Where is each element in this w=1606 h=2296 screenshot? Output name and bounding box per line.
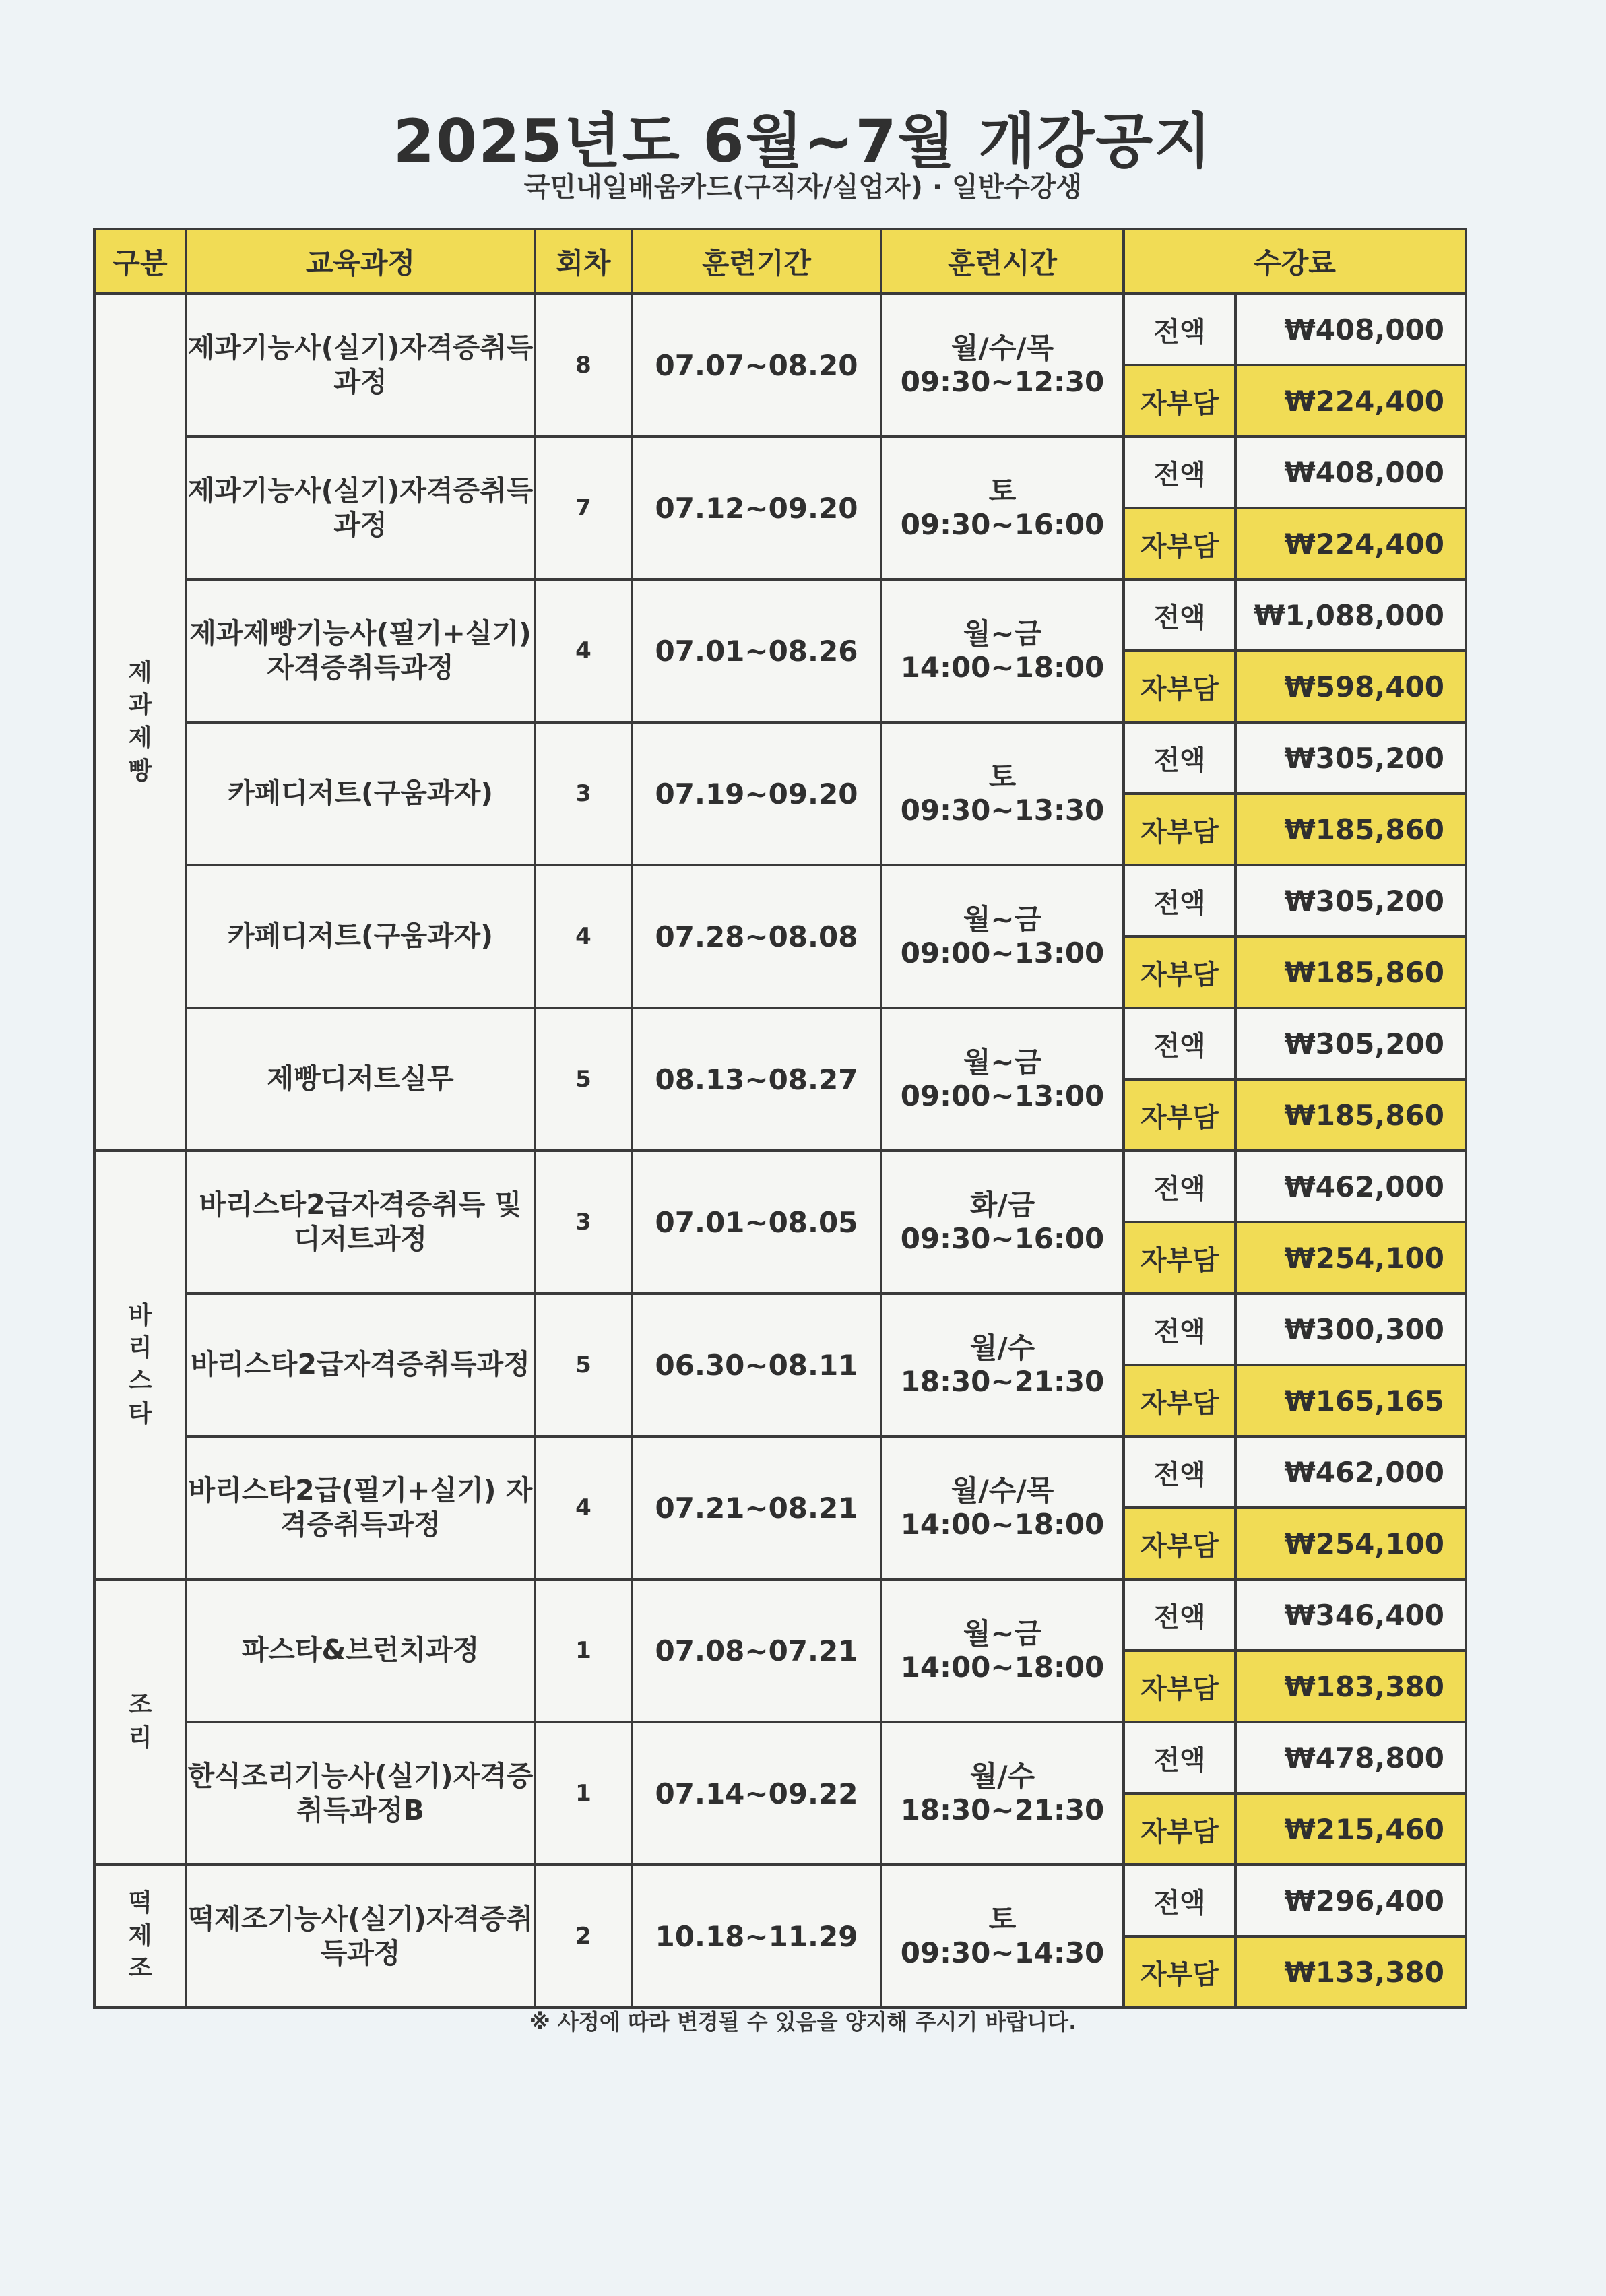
table-row bbox=[94, 1008, 1466, 1079]
header-time: 훈련시간 bbox=[881, 229, 1124, 294]
training-days: 월/수 bbox=[969, 1759, 1035, 1793]
category-char: 스 bbox=[128, 1367, 152, 1395]
training-time bbox=[881, 722, 1124, 865]
fee-label-full: 전액 bbox=[1124, 579, 1235, 651]
fee-self-amount: ₩598,400 bbox=[1235, 651, 1466, 722]
training-time bbox=[881, 437, 1124, 579]
training-days: 월~금 bbox=[963, 616, 1042, 650]
training-hours: 14:00~18:00 bbox=[900, 651, 1105, 684]
training-hours: 18:30~21:30 bbox=[900, 1793, 1105, 1826]
training-hours: 09:30~12:30 bbox=[900, 365, 1105, 398]
fee-label-full: 전액 bbox=[1124, 1294, 1235, 1365]
training-time bbox=[881, 1436, 1124, 1579]
fee-self-amount: ₩224,400 bbox=[1235, 365, 1466, 437]
header-period: 훈련기간 bbox=[632, 229, 881, 294]
table-row bbox=[94, 579, 1466, 651]
session-number: 4 bbox=[535, 865, 632, 1008]
session-number: 3 bbox=[535, 722, 632, 865]
course-name: 바리스타2급(필기+실기) 자격증취득과정 bbox=[186, 1436, 535, 1579]
fee-full-amount: ₩408,000 bbox=[1235, 437, 1466, 508]
fee-full-amount: ₩296,400 bbox=[1235, 1865, 1466, 1936]
course-name: 카페디저트(구움과자) bbox=[186, 865, 535, 1008]
category-char: 제 bbox=[128, 658, 152, 687]
fee-label-full: 전액 bbox=[1124, 1865, 1235, 1936]
fee-full-amount: ₩462,000 bbox=[1235, 1151, 1466, 1222]
training-period: 07.14~09.22 bbox=[632, 1722, 881, 1865]
fee-label-self: 자부담 bbox=[1124, 1936, 1235, 2008]
fee-full-amount: ₩346,400 bbox=[1235, 1579, 1466, 1651]
training-time bbox=[881, 1151, 1124, 1294]
fee-label-full: 전액 bbox=[1124, 1579, 1235, 1651]
fee-full-amount: ₩1,088,000 bbox=[1235, 579, 1466, 651]
fee-self-amount: ₩254,100 bbox=[1235, 1222, 1466, 1294]
fee-full-amount: ₩478,800 bbox=[1235, 1722, 1466, 1793]
fee-label-full: 전액 bbox=[1124, 1151, 1235, 1222]
fee-self-amount: ₩165,165 bbox=[1235, 1365, 1466, 1436]
session-number: 5 bbox=[535, 1008, 632, 1151]
session-number: 5 bbox=[535, 1294, 632, 1436]
training-days: 월/수/목 bbox=[951, 331, 1054, 364]
footnote: ※ 사정에 따라 변경될 수 있음을 양지해 주시기 바랍니다. bbox=[529, 2009, 1077, 2035]
fee-label-self: 자부담 bbox=[1124, 365, 1235, 437]
training-period: 07.01~08.05 bbox=[632, 1151, 881, 1294]
table-row bbox=[94, 865, 1466, 936]
table-row bbox=[94, 1579, 1466, 1651]
training-time bbox=[881, 1865, 1124, 2008]
category-char: 과 bbox=[128, 691, 152, 720]
training-period: 06.30~08.11 bbox=[632, 1294, 881, 1436]
category-char: 타 bbox=[128, 1399, 152, 1428]
training-days: 토 bbox=[988, 759, 1017, 793]
category-char: 조 bbox=[128, 1954, 152, 1983]
category-cell bbox=[94, 1151, 186, 1579]
session-number: 4 bbox=[535, 579, 632, 722]
fee-label-full: 전액 bbox=[1124, 1008, 1235, 1079]
fee-full-amount: ₩300,300 bbox=[1235, 1294, 1466, 1365]
session-number: 3 bbox=[535, 1151, 632, 1294]
training-time bbox=[881, 865, 1124, 1008]
table-row bbox=[94, 1151, 1466, 1222]
training-time bbox=[881, 1008, 1124, 1151]
header-category: 구분 bbox=[94, 229, 186, 294]
training-period: 07.07~08.20 bbox=[632, 294, 881, 437]
training-time bbox=[881, 1294, 1124, 1436]
header-row bbox=[94, 229, 1466, 294]
category-char: 리 bbox=[128, 1724, 152, 1752]
training-days: 월~금 bbox=[963, 902, 1042, 936]
fee-label-self: 자부담 bbox=[1124, 651, 1235, 722]
fee-label-full: 전액 bbox=[1124, 722, 1235, 794]
fee-self-amount: ₩183,380 bbox=[1235, 1651, 1466, 1722]
training-days: 토 bbox=[988, 474, 1017, 507]
training-days: 월~금 bbox=[963, 1045, 1042, 1079]
training-hours: 09:30~14:30 bbox=[900, 1936, 1105, 1969]
fee-label-full: 전액 bbox=[1124, 294, 1235, 365]
table-row bbox=[94, 1436, 1466, 1508]
fee-self-amount: ₩224,400 bbox=[1235, 508, 1466, 579]
fee-label-self: 자부담 bbox=[1124, 1079, 1235, 1151]
course-name: 제과기능사(실기)자격증취득과정 bbox=[186, 294, 535, 437]
page-title: 2025년도 6월~7월 개강공지 bbox=[393, 106, 1213, 176]
fee-label-self: 자부담 bbox=[1124, 508, 1235, 579]
course-name: 떡제조기능사(실기)자격증취득과정 bbox=[186, 1865, 535, 2008]
fee-label-self: 자부담 bbox=[1124, 1508, 1235, 1579]
training-hours: 18:30~21:30 bbox=[900, 1365, 1105, 1398]
session-number: 1 bbox=[535, 1579, 632, 1722]
fee-self-amount: ₩133,380 bbox=[1235, 1936, 1466, 2008]
fee-full-amount: ₩408,000 bbox=[1235, 294, 1466, 365]
training-period: 07.28~08.08 bbox=[632, 865, 881, 1008]
category-char: 바 bbox=[128, 1301, 152, 1329]
category-cell bbox=[94, 294, 186, 1151]
fee-label-self: 자부담 bbox=[1124, 936, 1235, 1008]
table-row bbox=[94, 1865, 1466, 1936]
category-cell bbox=[94, 1579, 186, 1865]
training-days: 월/수/목 bbox=[951, 1473, 1054, 1507]
training-period: 07.12~09.20 bbox=[632, 437, 881, 579]
training-period: 07.01~08.26 bbox=[632, 579, 881, 722]
course-name: 제과기능사(실기)자격증취득과정 bbox=[186, 437, 535, 579]
fee-full-amount: ₩305,200 bbox=[1235, 865, 1466, 936]
schedule-table bbox=[93, 228, 1467, 2009]
category-cell bbox=[94, 1865, 186, 2008]
training-days: 월~금 bbox=[963, 1616, 1042, 1650]
table-row bbox=[94, 294, 1466, 365]
page-subtitle: 국민내일배움카드(구직자/실업자) · 일반수강생 bbox=[523, 172, 1083, 203]
session-number: 8 bbox=[535, 294, 632, 437]
training-days: 월/수 bbox=[969, 1331, 1035, 1364]
fee-self-amount: ₩185,860 bbox=[1235, 936, 1466, 1008]
fee-label-self: 자부담 bbox=[1124, 1793, 1235, 1865]
fee-label-full: 전액 bbox=[1124, 865, 1235, 936]
training-hours: 14:00~18:00 bbox=[900, 1508, 1105, 1541]
training-time bbox=[881, 1722, 1124, 1865]
table-row bbox=[94, 1294, 1466, 1365]
table-row bbox=[94, 1722, 1466, 1793]
category-char: 제 bbox=[128, 1921, 152, 1950]
session-number: 2 bbox=[535, 1865, 632, 2008]
training-hours: 14:00~18:00 bbox=[900, 1651, 1105, 1684]
category-char: 조 bbox=[128, 1691, 152, 1719]
table-row bbox=[94, 722, 1466, 794]
fee-self-amount: ₩215,460 bbox=[1235, 1793, 1466, 1865]
training-hours: 09:00~13:00 bbox=[900, 1079, 1105, 1112]
category-char: 빵 bbox=[128, 757, 152, 785]
training-days: 화/금 bbox=[969, 1188, 1035, 1221]
fee-label-self: 자부담 bbox=[1124, 1651, 1235, 1722]
fee-full-amount: ₩305,200 bbox=[1235, 1008, 1466, 1079]
course-name: 제빵디저트실무 bbox=[186, 1008, 535, 1151]
fee-label-full: 전액 bbox=[1124, 1436, 1235, 1508]
fee-label-self: 자부담 bbox=[1124, 794, 1235, 865]
category-char: 제 bbox=[128, 724, 152, 752]
course-name: 한식조리기능사(실기)자격증취득과정B bbox=[186, 1722, 535, 1865]
training-hours: 09:30~13:30 bbox=[900, 794, 1105, 827]
fee-label-self: 자부담 bbox=[1124, 1365, 1235, 1436]
session-number: 7 bbox=[535, 437, 632, 579]
training-hours: 09:30~16:00 bbox=[900, 508, 1105, 541]
training-period: 07.19~09.20 bbox=[632, 722, 881, 865]
course-name: 파스타&브런치과정 bbox=[186, 1579, 535, 1722]
fee-self-amount: ₩185,860 bbox=[1235, 794, 1466, 865]
category-char: 리 bbox=[128, 1334, 152, 1362]
course-name: 제과제빵기능사(필기+실기)자격증취득과정 bbox=[186, 579, 535, 722]
training-period: 08.13~08.27 bbox=[632, 1008, 881, 1151]
table-row bbox=[94, 437, 1466, 508]
course-name: 바리스타2급자격증취득 및 디저트과정 bbox=[186, 1151, 535, 1294]
fee-label-full: 전액 bbox=[1124, 1722, 1235, 1793]
training-period: 07.08~07.21 bbox=[632, 1579, 881, 1722]
training-period: 07.21~08.21 bbox=[632, 1436, 881, 1579]
training-hours: 09:30~16:00 bbox=[900, 1222, 1105, 1255]
header-course: 교육과정 bbox=[186, 229, 535, 294]
training-period: 10.18~11.29 bbox=[632, 1865, 881, 2008]
fee-self-amount: ₩254,100 bbox=[1235, 1508, 1466, 1579]
header-session: 회차 bbox=[535, 229, 632, 294]
fee-self-amount: ₩185,860 bbox=[1235, 1079, 1466, 1151]
session-number: 1 bbox=[535, 1722, 632, 1865]
fee-label-self: 자부담 bbox=[1124, 1222, 1235, 1294]
fee-full-amount: ₩305,200 bbox=[1235, 722, 1466, 794]
category-char: 떡 bbox=[128, 1889, 152, 1917]
course-name: 바리스타2급자격증취득과정 bbox=[186, 1294, 535, 1436]
training-time bbox=[881, 579, 1124, 722]
training-days: 토 bbox=[988, 1902, 1017, 1936]
training-hours: 09:00~13:00 bbox=[900, 936, 1105, 969]
header-fee: 수강료 bbox=[1124, 229, 1466, 294]
training-time bbox=[881, 294, 1124, 437]
training-time bbox=[881, 1579, 1124, 1722]
course-name: 카페디저트(구움과자) bbox=[186, 722, 535, 865]
fee-label-full: 전액 bbox=[1124, 437, 1235, 508]
fee-full-amount: ₩462,000 bbox=[1235, 1436, 1466, 1508]
session-number: 4 bbox=[535, 1436, 632, 1579]
